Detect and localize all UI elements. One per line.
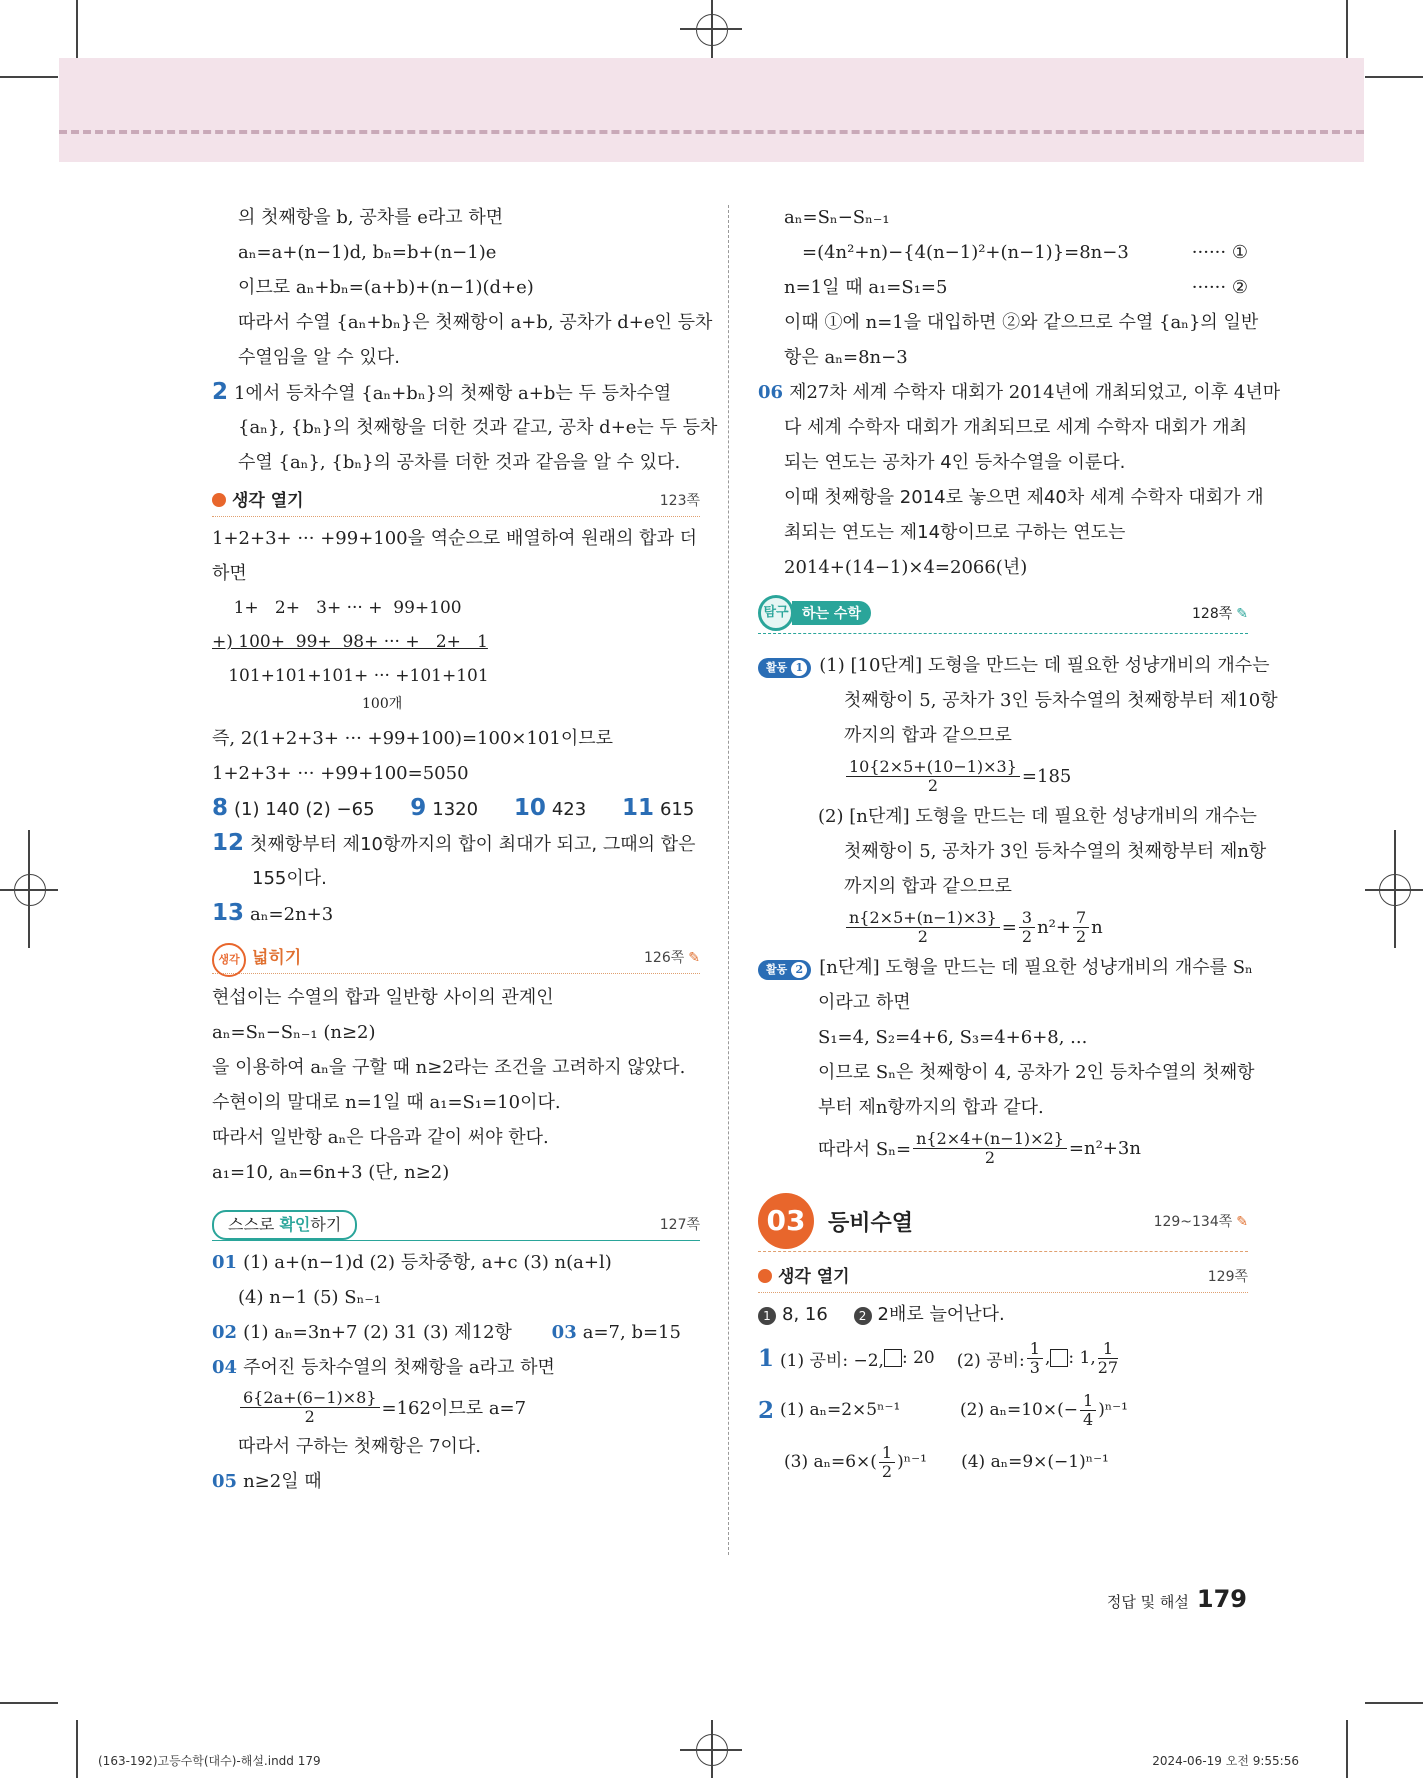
circle-number: 1	[758, 1307, 776, 1325]
fraction-numerator: n{2×4+(n−1)×2}	[913, 1130, 1067, 1149]
text-line: (2) [n단계] 도형을 만드는 데 필요한 성냥개비의 개수는	[818, 806, 1257, 827]
fraction	[1098, 1340, 1118, 1377]
text-line: 수열 {aₙ}, {bₙ}의 공차를 더한 것과 같음을 알 수 있다.	[238, 452, 681, 473]
activity-number: 1	[791, 660, 807, 676]
formula-line	[758, 1125, 1248, 1171]
problem-number: 8	[212, 795, 229, 821]
text-line: 즉, 2(1+2+3+ ··· +99+100)=100×101이므로	[212, 728, 614, 749]
column-divider	[728, 205, 729, 1555]
answer-row	[212, 791, 700, 826]
fraction	[1019, 909, 1035, 946]
fraction-denominator: 2	[917, 926, 928, 946]
fraction	[913, 1130, 1067, 1167]
left-column	[212, 200, 718, 1499]
answer-text: n≥2일 때	[243, 1471, 322, 1492]
fraction	[1080, 1392, 1096, 1429]
problem-number: 02	[212, 1322, 238, 1343]
text-line: 다 세계 수학자 대회가 개최되므로 세계 수학자 대회가 개최	[784, 417, 1248, 438]
text-line: 항은 aₙ=8n−3	[784, 347, 908, 368]
formula-text: n=1일 때 a₁=S₁=5	[784, 277, 948, 298]
fraction-denominator: 2	[304, 1406, 315, 1426]
formula-text: =n²+3n	[1068, 1137, 1141, 1159]
answer-2	[212, 375, 700, 410]
think-badge-icon: 생각	[212, 943, 246, 977]
answer-text: (2) aₙ=10×(−	[960, 1400, 1078, 1420]
equation-marker: ······ ①	[1191, 242, 1248, 263]
crop-mark	[0, 1702, 58, 1704]
text-line: 1+2+3+ ··· +99+100=5050	[212, 763, 469, 784]
formula-text: =	[1001, 916, 1017, 938]
blank-box-icon	[884, 1349, 902, 1367]
page-reference: 127쪽	[659, 1217, 700, 1233]
section-03-header	[758, 1191, 1248, 1252]
fraction	[1027, 1340, 1043, 1377]
right-column	[758, 200, 1281, 1488]
fraction-denominator: 2	[881, 1461, 893, 1481]
answer-text: 주어진 등차수열의 첫째항을 a라고 하면	[243, 1357, 555, 1378]
activity-2	[758, 950, 1253, 985]
equation-marker: ······ ②	[1191, 277, 1248, 298]
text-line: 따라서 수열 {aₙ+bₙ}은 첫째항이 a+b, 공차가 d+e인 등차	[238, 312, 713, 333]
answer-13	[212, 896, 700, 931]
text-line: 까지의 합과 같으므로	[844, 725, 1012, 746]
text-line: 이라고 하면	[818, 992, 911, 1013]
formula-text: =162이므로 a=7	[381, 1398, 527, 1419]
answer-05	[212, 1464, 700, 1499]
section-title: 넓히기	[252, 948, 302, 968]
formula-line	[758, 235, 1248, 270]
crop-mark	[28, 830, 30, 948]
crop-mark	[680, 1749, 742, 1751]
answer-text: 첫째항부터 제10항까지의 합이 최대가 되고, 그때의 합은	[250, 834, 696, 855]
answer-01	[212, 1245, 700, 1280]
answer-text: 423	[551, 799, 587, 820]
footer-label: 정답 및 해설	[1106, 1593, 1189, 1611]
fraction	[240, 1389, 380, 1426]
fraction-numerator: 1	[1098, 1340, 1118, 1359]
fraction-denominator: 2	[1021, 926, 1033, 946]
text-line: 이때 ①에 n=1을 대입하면 ②와 같으므로 수열 {aₙ}의 일반	[784, 312, 1259, 333]
text-line: 되는 연도는 공차가 4인 등차수열을 이룬다.	[784, 452, 1126, 473]
answer-text: 2배로 늘어난다.	[877, 1304, 1005, 1325]
text-line: 수열임을 알 수 있다.	[238, 347, 400, 368]
section-name: 등비수열	[828, 1210, 914, 1236]
print-slug-file: (163-192)고등수학(대수)-해설.indd 179	[98, 1754, 321, 1768]
fraction-denominator: 27	[1097, 1357, 1119, 1377]
circle-number: 2	[854, 1307, 872, 1325]
think-open-header	[212, 486, 700, 517]
text-line: 의 첫째항을 b, 공차를 e라고 하면	[238, 207, 504, 228]
text-line: {aₙ}, {bₙ}의 첫째항을 더한 것과 같고, 공차 d+e는 두 등차	[238, 417, 718, 438]
answer-text: [n단계] 도형을 만드는 데 필요한 성냥개비의 개수를 Sₙ	[819, 957, 1253, 978]
text-line: 첫째항이 5, 공차가 3인 등차수열의 첫째항부터 제10항	[844, 690, 1278, 711]
explore-header	[758, 593, 1248, 634]
formula-line: aₙ=Sₙ−Sₙ₋₁	[784, 207, 890, 228]
answer-text: ,	[1044, 1348, 1051, 1368]
fraction-numerator: 1	[1027, 1340, 1043, 1359]
page-number: 179	[1196, 1585, 1247, 1613]
fraction	[846, 909, 1000, 946]
answer-text: (2) 공비:	[956, 1350, 1025, 1371]
text-line: 1에서 등차수열 {aₙ+bₙ}의 첫째항 a+b는 두 등차수열	[234, 383, 672, 404]
text-line: 최되는 연도는 제14항이므로 구하는 연도는	[784, 522, 1126, 543]
answer-text: : 1,	[1068, 1348, 1096, 1368]
problem-number: 1	[758, 1344, 775, 1372]
text-line: 따라서 구하는 첫째항은 7이다.	[238, 1436, 481, 1457]
problem-number: 2	[212, 379, 229, 405]
fraction-numerator: 7	[1073, 909, 1089, 928]
bullet-icon	[758, 1269, 772, 1283]
pencil-icon: ✎	[688, 950, 700, 966]
section-number: 03	[758, 1193, 814, 1249]
fraction	[1073, 909, 1089, 946]
crop-mark	[1365, 1702, 1423, 1704]
activity-number: 2	[791, 962, 807, 978]
problem-number: 04	[212, 1357, 238, 1378]
text-line: 첫째항이 5, 공차가 3인 등차수열의 첫째항부터 제n항	[844, 841, 1267, 862]
activity-label: 활동	[766, 661, 788, 674]
header-band	[59, 58, 1364, 162]
problem-number: 12	[212, 830, 245, 856]
magnifier-icon: 탐구	[758, 595, 794, 631]
text-line: 1+2+3+ ··· +99+100을 역순으로 배열하여 원래의 합과 더	[212, 528, 698, 549]
addition-row: 1+ 2+ 3+ ··· + 99+100	[212, 598, 462, 618]
answer-text: (1) 공비: −2,	[780, 1350, 884, 1371]
crop-mark	[1394, 830, 1396, 948]
geo-think-open-header	[758, 1262, 1248, 1293]
addition-table	[212, 591, 700, 715]
fraction-denominator: 2	[1075, 926, 1087, 946]
text-line: S₁=4, S₂=4+6, S₃=4+6+8, ...	[818, 1027, 1088, 1048]
answer-text: )ⁿ⁻¹	[1098, 1400, 1128, 1420]
answer-text: )ⁿ⁻¹	[897, 1452, 927, 1472]
text-line: aₙ=Sₙ−Sₙ₋₁ (n≥2)	[212, 1022, 376, 1043]
fraction-numerator: 1	[879, 1444, 895, 1463]
answer-text: (1) [10단계] 도형을 만드는 데 필요한 성냥개비의 개수는	[819, 655, 1270, 676]
answer-2	[758, 1384, 1248, 1436]
answer-text: 제27차 세계 수학자 대회가 2014년에 개최되었고, 이후 4년마	[789, 382, 1281, 403]
text-line: 이므로 aₙ+bₙ=(a+b)+(n−1)(d+e)	[238, 277, 534, 298]
crop-mark	[1346, 1720, 1348, 1778]
problem-number: 01	[212, 1252, 238, 1273]
title-part: 스스로	[228, 1215, 280, 1234]
crop-mark	[76, 1720, 78, 1778]
addition-row: +) 100+ 99+ 98+ ··· + 2+ 1	[212, 632, 488, 652]
activity-label: 활동	[766, 963, 788, 976]
answer-04	[212, 1350, 700, 1385]
page-footer	[1107, 1585, 1247, 1613]
pencil-icon: ✎	[1236, 606, 1248, 622]
page-reference: 126쪽	[644, 950, 685, 966]
fraction-denominator: 4	[1083, 1409, 1094, 1429]
text-line: 부터 제n항까지의 합과 같다.	[818, 1097, 1044, 1118]
answer-text: (4) aₙ=9×(−1)ⁿ⁻¹	[961, 1452, 1109, 1472]
formula-text: =(4n²+n)−{4(n−1)²+(n−1)}=8n−3	[802, 242, 1129, 263]
brace-label: 100개	[362, 696, 403, 712]
answer-text: 1320	[432, 799, 479, 820]
header-divider	[59, 130, 1364, 134]
fraction	[879, 1444, 895, 1481]
answer-text: (1) a+(n−1)d (2) 등차중항, a+c (3) n(a+l)	[243, 1252, 612, 1273]
fraction	[846, 758, 1020, 795]
self-check-title	[212, 1210, 357, 1240]
fraction-denominator: 3	[1029, 1357, 1040, 1377]
answer-02-03	[212, 1315, 700, 1350]
activity-badge	[758, 960, 811, 980]
formula-text: 따라서 Sₙ=	[818, 1139, 912, 1160]
pencil-icon: ✎	[1236, 1214, 1248, 1230]
problem-number: 13	[212, 900, 245, 926]
formula-text: n	[1091, 916, 1103, 938]
text-line: 이므로 Sₙ은 첫째항이 4, 공차가 2인 등차수열의 첫째항	[818, 1062, 1255, 1083]
answer-06	[758, 375, 1281, 410]
answer-text: aₙ=2n+3	[250, 904, 334, 925]
problem-number: 05	[212, 1471, 238, 1492]
answer-text: 615	[659, 799, 695, 820]
answer-text: : 20	[901, 1348, 935, 1368]
answer-text: a=7, b=15	[582, 1322, 681, 1343]
crop-mark	[680, 28, 742, 30]
fraction-numerator: 1	[1080, 1392, 1096, 1411]
text-line: 까지의 합과 같으므로	[844, 876, 1012, 897]
answer-text: (1) aₙ=3n+7 (2) 31 (3) 제12항	[243, 1322, 512, 1343]
problem-number: 03	[551, 1322, 577, 1343]
fraction-numerator: 6{2a+(6−1)×8}	[240, 1389, 380, 1408]
print-slug-date: 2024-06-19 오전 9:55:56	[1152, 1754, 1299, 1768]
answer-1	[758, 1332, 1248, 1384]
fraction-numerator: n{2×5+(n−1)×3}	[846, 909, 1000, 928]
fraction-numerator: 3	[1019, 909, 1035, 928]
text-line: 2014+(14−1)×4=2066(년)	[784, 557, 1028, 578]
answer-12	[212, 826, 700, 861]
answer-2-cont	[758, 1436, 1248, 1488]
crop-mark	[76, 0, 78, 58]
widen-header	[212, 943, 700, 974]
formula-line	[758, 904, 1248, 950]
problem-number: 10	[513, 795, 546, 821]
text-line: 하면	[212, 563, 247, 584]
self-check-header	[212, 1210, 700, 1241]
text-line: (4) n−1 (5) Sₙ₋₁	[238, 1287, 382, 1308]
crop-mark	[1365, 76, 1423, 78]
crop-mark	[0, 76, 58, 78]
fraction-numerator: 10{2×5+(10−1)×3}	[846, 758, 1020, 777]
problem-number: 2	[758, 1396, 775, 1424]
answer-text: 8, 16	[782, 1304, 828, 1325]
text-line: 이때 첫째항을 2014로 놓으면 제40차 세계 수학자 대회가 개	[784, 487, 1264, 508]
formula-line	[212, 1385, 700, 1429]
blank-box-icon	[1050, 1349, 1068, 1367]
page-reference: 123쪽	[659, 493, 700, 509]
page-reference: 129~134쪽	[1153, 1214, 1233, 1230]
section-title: 하는 수학	[792, 601, 871, 625]
text-line: aₙ=a+(n−1)d, bₙ=b+(n−1)e	[238, 242, 497, 263]
section-title: 생각 열기	[232, 491, 304, 511]
section-title: 생각 열기	[778, 1267, 850, 1287]
problem-number: 11	[621, 795, 654, 821]
title-part: 확인	[279, 1215, 311, 1234]
answer-text: (1) aₙ=2×5ⁿ⁻¹	[780, 1400, 901, 1420]
problem-number: 06	[758, 382, 784, 403]
addition-row: 101+101+101+ ··· +101+101	[212, 666, 489, 686]
formula-text: n²+	[1037, 916, 1071, 938]
formula-line	[758, 753, 1248, 799]
answer-text: (1) 140 (2) −65	[234, 799, 375, 820]
answer-text: (3) aₙ=6×(	[784, 1452, 877, 1472]
activity-badge	[758, 658, 811, 678]
text-line: a₁=10, aₙ=6n+3 (단, n≥2)	[212, 1162, 450, 1183]
title-part: 하기	[310, 1215, 342, 1234]
activity-1	[758, 648, 1270, 683]
text-line: 따라서 일반항 aₙ은 다음과 같이 써야 한다.	[212, 1127, 549, 1148]
page-reference: 128쪽	[1192, 606, 1233, 622]
text-line: 을 이용하여 aₙ을 구할 때 n≥2라는 조건을 고려하지 않았다.	[212, 1057, 686, 1078]
formula-text: =185	[1021, 765, 1072, 787]
fraction-denominator: 2	[984, 1147, 996, 1167]
think-open-answers	[758, 1297, 1248, 1332]
text-line: 현섭이는 수열의 합과 일반항 사이의 관계인	[212, 987, 554, 1008]
problem-number: 9	[410, 795, 427, 821]
formula-line	[758, 270, 1248, 305]
crop-mark	[1346, 0, 1348, 58]
text-line: 155이다.	[252, 868, 327, 889]
fraction-denominator: 2	[927, 775, 939, 795]
page-reference: 129쪽	[1207, 1269, 1248, 1285]
bullet-icon	[212, 493, 226, 507]
text-line: 수현이의 말대로 n=1일 때 a₁=S₁=10이다.	[212, 1092, 561, 1113]
